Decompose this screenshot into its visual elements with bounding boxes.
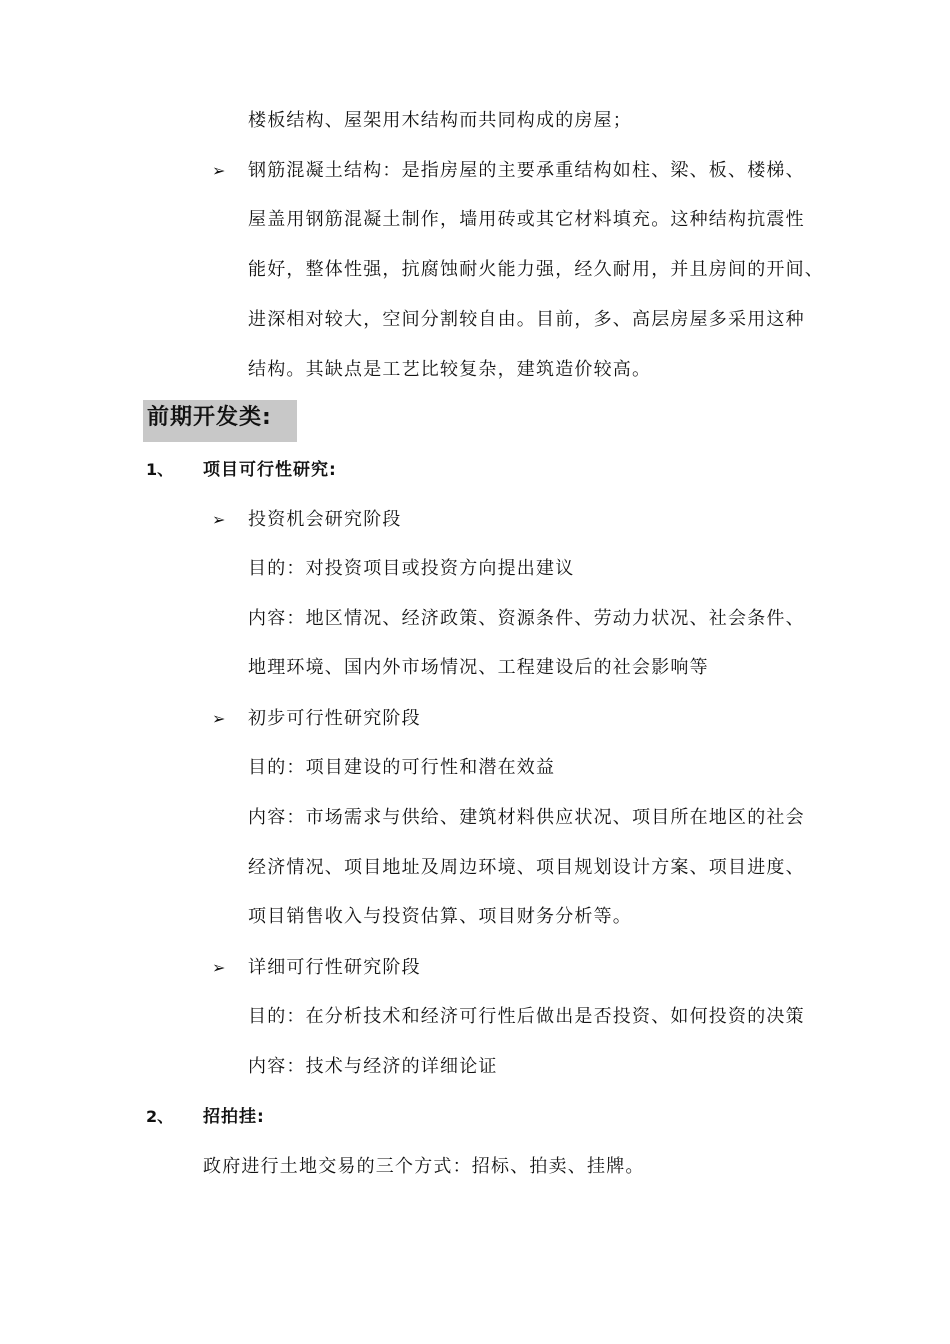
arrow-bullet-icon: ➢	[212, 510, 226, 529]
paragraph-line: 能好，整体性强，抗腐蚀耐火能力强，经久耐用，并且房间的开间、	[248, 259, 824, 280]
paragraph-line: 结构。其缺点是工艺比较复杂，建筑造价较高。	[248, 359, 652, 380]
stage-purpose: 目的：项目建设的可行性和潜在效益	[248, 757, 556, 778]
item-number: 1、	[146, 460, 174, 479]
arrow-bullet-icon: ➢	[212, 161, 226, 180]
paragraph-line: 屋盖用钢筋混凝土制作，墙用砖或其它材料填充。这种结构抗震性	[248, 209, 805, 230]
arrow-bullet-icon: ➢	[212, 709, 226, 728]
paragraph-line: 政府进行土地交易的三个方式：招标、拍卖、挂牌。	[203, 1156, 645, 1177]
arrow-bullet-icon: ➢	[212, 958, 226, 977]
stage-content-line: 内容：技术与经济的详细论证	[248, 1056, 498, 1077]
item-title: 项目可行性研究:	[203, 460, 337, 480]
paragraph-line: 钢筋混凝土结构：是指房屋的主要承重结构如柱、梁、板、楼梯、	[248, 160, 805, 181]
stage-content-line: 内容：地区情况、经济政策、资源条件、劳动力状况、社会条件、	[248, 608, 805, 629]
section-heading: 前期开发类:	[143, 400, 297, 442]
stage-purpose: 目的：在分析技术和经济可行性后做出是否投资、如何投资的决策	[248, 1006, 805, 1027]
stage-title: 初步可行性研究阶段	[248, 708, 421, 729]
stage-content-line: 内容：市场需求与供给、建筑材料供应状况、项目所在地区的社会	[248, 807, 805, 828]
stage-title: 投资机会研究阶段	[248, 509, 402, 530]
item-number: 2、	[146, 1107, 174, 1126]
stage-purpose: 目的：对投资项目或投资方向提出建议	[248, 558, 575, 579]
paragraph-line: 楼板结构、屋架用木结构而共同构成的房屋；	[248, 110, 632, 131]
stage-content-line: 地理环境、国内外市场情况、工程建设后的社会影响等	[248, 657, 709, 678]
stage-content-line: 经济情况、项目地址及周边环境、项目规划设计方案、项目进度、	[248, 857, 805, 878]
item-title: 招拍挂:	[203, 1107, 265, 1127]
stage-content-line: 项目销售收入与投资估算、项目财务分析等。	[248, 906, 632, 927]
paragraph-line: 进深相对较大，空间分割较自由。目前，多、高层房屋多采用这种	[248, 309, 805, 330]
stage-title: 详细可行性研究阶段	[248, 957, 421, 978]
